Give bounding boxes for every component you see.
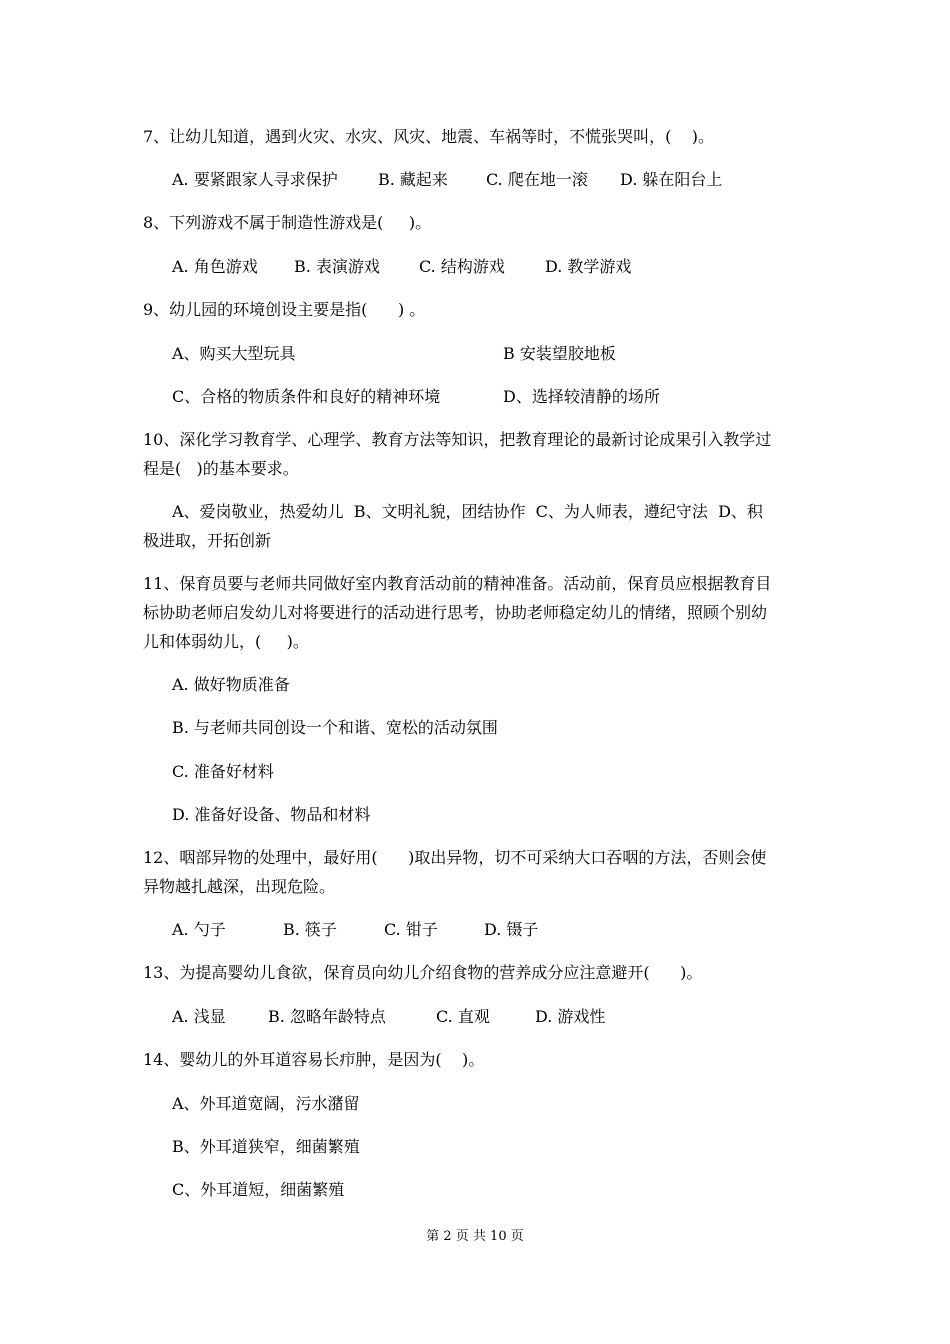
q13-option-b: B. 忽略年龄特点 [268, 1007, 386, 1026]
q14-stem: 14、婴幼儿的外耳道容易长疖肿，是因为( )。 [143, 1050, 485, 1069]
q11-stem-line-3: 儿和体弱幼儿，( )。 [143, 632, 309, 651]
q9-option-d: D、选择较清静的场所 [503, 387, 660, 406]
q13-option-c: C. 直观 [436, 1007, 490, 1026]
q10-options-line-2: 极进取，开拓创新 [143, 531, 272, 550]
q11-option-c: C. 准备好材料 [172, 762, 274, 781]
q9-option-c: C、合格的物质条件和良好的精神环境 [172, 387, 441, 406]
q7-option-d: D. 躲在阳台上 [620, 170, 723, 189]
q11-stem-line-1: 11、保育员要与老师共同做好室内教育活动前的精神准备。活动前，保育员应根据教育目 [143, 574, 772, 593]
q14-option-c: C、外耳道短，细菌繁殖 [172, 1180, 345, 1199]
q14-option-a: A、外耳道宽阔，污水潴留 [172, 1094, 360, 1113]
q7-option-a: A. 要紧跟家人寻求保护 [172, 170, 338, 189]
q13-stem: 13、为提高婴幼儿食欲，保育员向幼儿介绍食物的营养成分应注意避开( )。 [143, 963, 703, 982]
q9-stem: 9、幼儿园的环境创设主要是指( ) 。 [143, 300, 426, 319]
q8-option-d: D. 教学游戏 [545, 257, 632, 276]
page-number: 第 2 页 共 10 页 [426, 1229, 524, 1244]
q8-option-c: C. 结构游戏 [419, 257, 505, 276]
q8-option-a: A. 角色游戏 [172, 257, 258, 276]
q9-option-b: B 安装望胶地板 [503, 344, 616, 363]
q11-option-b: B. 与老师共同创设一个和谐、宽松的活动氛围 [172, 718, 498, 737]
q10-stem-line-2: 程是( )的基本要求。 [143, 459, 299, 478]
q10-stem-line-1: 10、深化学习教育学、心理学、教育方法等知识，把教育理论的最新讨论成果引入教学过 [143, 430, 772, 449]
q8-stem: 8、下列游戏不属于制造性游戏是( )。 [143, 213, 432, 232]
q8-option-b: B. 表演游戏 [294, 257, 380, 276]
q7-option-c: C. 爬在地一滚 [486, 170, 588, 189]
q13-option-a: A. 浅显 [172, 1007, 226, 1026]
q9-option-a: A、购买大型玩具 [172, 344, 296, 363]
q7-option-b: B. 藏起来 [378, 170, 448, 189]
q12-stem-line-2: 异物越扎越深，出现危险。 [143, 877, 336, 896]
q11-stem-line-2: 标协助老师启发幼儿对将要进行的活动进行思考，协助老师稳定幼儿的情绪，照顾个别幼 [143, 603, 768, 622]
q10-options-line-1: A、爱岗敬业，热爱幼儿 B、文明礼貌，团结协作 C、为人师表，遵纪守法 D、积 [172, 502, 763, 521]
q13-option-d: D. 游戏性 [535, 1007, 606, 1026]
q11-option-d: D. 准备好设备、物品和材料 [172, 805, 371, 824]
q12-option-d: D. 镊子 [484, 920, 539, 939]
q11-option-a: A. 做好物质准备 [172, 675, 290, 694]
q7-stem: 7、让幼儿知道，遇到火灾、水灾、风灾、地震、车祸等时，不慌张哭叫，( )。 [143, 127, 715, 146]
q12-option-c: C. 钳子 [384, 920, 438, 939]
q14-option-b: B、外耳道狭窄，细菌繁殖 [172, 1137, 360, 1156]
q12-stem-line-1: 12、咽部异物的处理中，最好用( )取出异物，切不可采纳大口吞咽的方法，否则会使 [143, 848, 767, 867]
q12-option-a: A. 勺子 [172, 920, 226, 939]
q12-option-b: B. 筷子 [283, 920, 337, 939]
